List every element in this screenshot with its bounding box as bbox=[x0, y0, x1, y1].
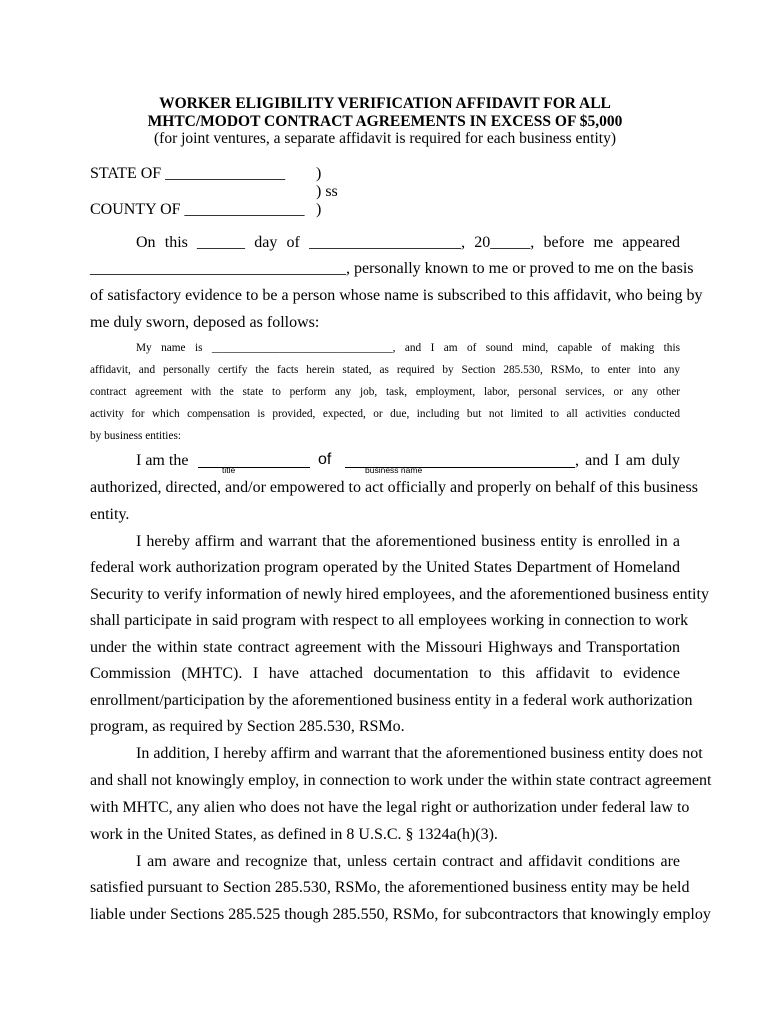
document-title-line1: WORKER ELIGIBILITY VERIFICATION AFFIDAVIT FOR ALL bbox=[159, 95, 611, 112]
aware-line-1: I am aware and recognize that, unless certain contract and affidavit conditions are bbox=[136, 853, 680, 870]
aware-line-2: satisfied pursuant to Section 285.530, RSMo, the aforementioned business entity may be held bbox=[90, 879, 690, 896]
i-am-the-label: I am the bbox=[136, 452, 189, 469]
title-field[interactable] bbox=[198, 455, 310, 468]
affirm-line-8: program, as required by Section 285.530, RSMo. bbox=[90, 718, 405, 735]
small-para-line-3: contract agreement with the state to perform any job, task, employment, labor, personal services, or any other bbox=[90, 386, 680, 398]
addition-line-4: work in the United States, as defined in 8 U.S.C. § 1324a(h)(3). bbox=[90, 826, 498, 843]
document-title-line2: MHTC/MODOT CONTRACT AGREEMENTS IN EXCESS OF $5,000 bbox=[147, 113, 623, 130]
intro-line-2[interactable]: ________________________________, personally known to me or proved to me on the basis bbox=[90, 260, 694, 277]
small-para-line-2: affidavit, and personally certify the facts herein stated, as required by Section 285.530, RSMo, to enter into any bbox=[90, 364, 680, 376]
county-paren: ) bbox=[316, 201, 322, 218]
intro-line-3: of satisfactory evidence to be a person whose name is subscribed to this affidavit, who being by bbox=[90, 287, 703, 304]
state-of-field[interactable]: STATE OF _______________ bbox=[90, 165, 286, 182]
affirm-line-7: enrollment/participation by the aforementioned business entity in a federal work authorization bbox=[90, 692, 693, 709]
addition-line-3: with MHTC, any alien who does not have the legal right or authorization under federal law to bbox=[90, 799, 690, 816]
affirm-line-4: shall participate in said program with respect to all employees working in connection to work bbox=[90, 612, 689, 629]
business-name-caption: business name bbox=[365, 465, 423, 475]
affirm-line-3: Security to verify information of newly hired employees, and the aforementioned business entity bbox=[90, 586, 709, 603]
title-caption: title bbox=[222, 465, 236, 475]
duly-label: , and I am duly bbox=[575, 452, 680, 469]
of-label: of bbox=[318, 451, 332, 468]
document-subtitle: (for joint ventures, a separate affidavit is required for each business entity) bbox=[154, 130, 616, 147]
affirm-line-5: under the within state contract agreement with the Missouri Highways and Transportation bbox=[90, 639, 680, 656]
intro-line-4: me duly sworn, deposed as follows: bbox=[90, 314, 320, 331]
county-of-field[interactable]: COUNTY OF _______________ bbox=[90, 201, 305, 218]
my-name-line[interactable]: My name is ________________________________, and I am of sound mind, capable of making this bbox=[136, 342, 680, 354]
intro-line-1[interactable]: On this ______ day of ___________________, 20_____, before me appeared bbox=[136, 234, 680, 251]
small-para-line-4: activity for which compensation is provided, expected, or due, including but not limited to all activities conducted bbox=[90, 408, 680, 420]
small-para-line-5: by business entities: bbox=[90, 430, 181, 442]
aware-line-3: liable under Sections 285.525 though 285.550, RSMo, for subcontractors that knowingly employ bbox=[90, 906, 711, 923]
entity-line: entity. bbox=[90, 506, 130, 523]
state-paren: ) bbox=[316, 165, 322, 182]
ss-label: ) ss bbox=[316, 183, 338, 200]
authorized-line: authorized, directed, and/or empowered to act officially and properly on behalf of this business bbox=[90, 479, 698, 496]
affirm-line-6: Commission (MHTC). I have attached documentation to this affidavit to evidence bbox=[90, 665, 680, 682]
addition-line-2: and shall not knowingly employ, in connection to work under the within state contract agreement bbox=[90, 772, 712, 789]
affirm-line-2: federal work authorization program operated by the United States Department of Homeland bbox=[90, 559, 680, 576]
affirm-line-1: I hereby affirm and warrant that the aforementioned business entity is enrolled in a bbox=[136, 533, 680, 550]
addition-line-1: In addition, I hereby affirm and warrant that the aforementioned business entity does not bbox=[136, 745, 703, 762]
